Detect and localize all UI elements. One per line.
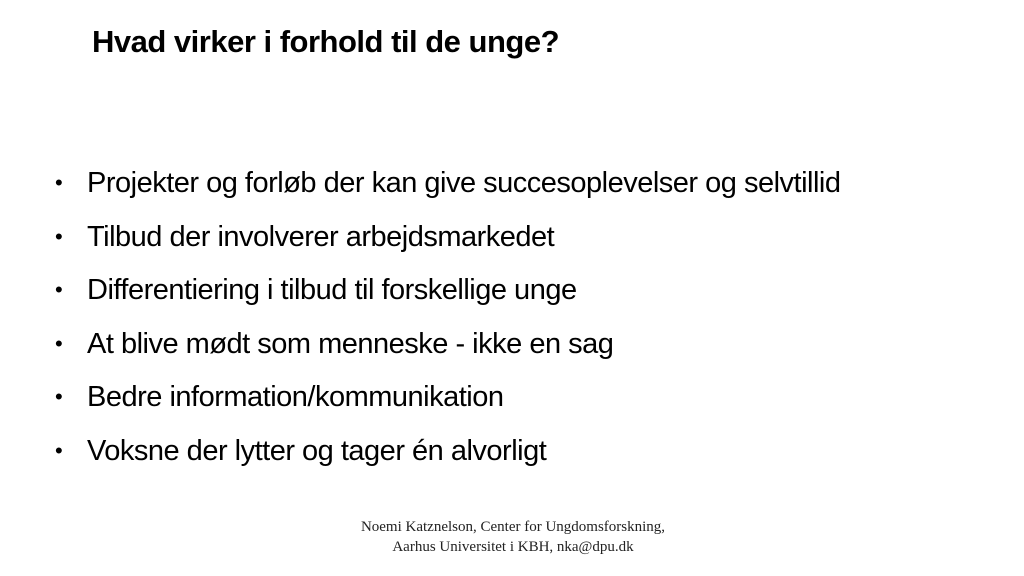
bullet-text: At blive mødt som menneske - ikke en sag <box>87 327 614 360</box>
bullet-item <box>55 322 840 376</box>
bullet-item <box>55 375 840 429</box>
bullet-list <box>55 161 840 483</box>
bullet-item <box>55 215 840 269</box>
bullet-dot-icon: • <box>55 170 63 195</box>
bullet-item <box>55 268 840 322</box>
bullet-text: Tilbud der involverer arbejdsmarkedet <box>87 220 555 253</box>
bullet-text: Differentiering i tilbud til forskellige unge <box>87 274 577 307</box>
bullet-dot-icon: • <box>55 437 63 463</box>
slide-title: Hvad virker i forhold til de unge? <box>92 24 560 59</box>
slide-footer: Noemi Katznelson, Center for Ungdomsforskning, Aarhus Universitet i KBH, nka@dpu.dk <box>360 519 666 555</box>
bullet-item <box>55 429 840 483</box>
bullet-dot-icon: • <box>55 384 63 410</box>
bullet-text: Voksne der lytter og tager én alvorligt <box>87 434 547 467</box>
bullet-item <box>55 161 840 215</box>
bullet-text: Projekter og forløb der kan give succesoplevelser og selvtillid <box>87 167 841 199</box>
bullet-dot-icon: • <box>55 223 63 249</box>
bullet-dot-icon: • <box>55 277 63 303</box>
bullet-dot-icon: • <box>55 330 63 356</box>
bullet-text: Bedre information/kommunikation <box>87 381 504 414</box>
